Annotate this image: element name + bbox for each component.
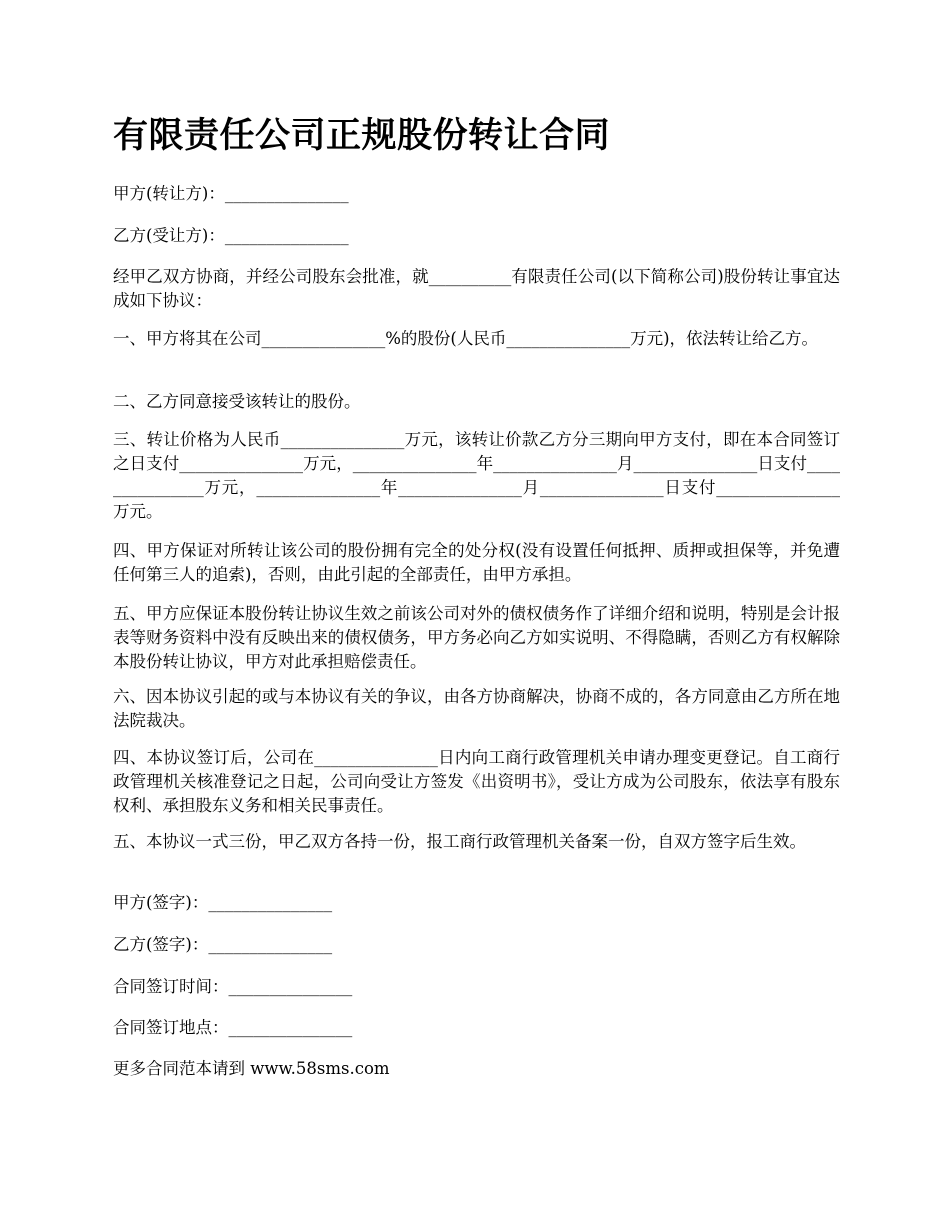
party-b-transferee: 乙方(受让方)：_______________ [113, 226, 349, 245]
clause-4-registration: 四、本协议签订后，公司在_______________日内向工商行政管理机关申请办理变更登记。自工商行政管理机关核准登记之日起，公司向受让方签发《出资明书》，受让方成为公司股东，依法享有股东权利、承担股东义务和相关民事责任。 [113, 748, 840, 815]
document-title: 有限责任公司正规股份转让合同 [113, 116, 611, 156]
signing-place: 合同签订地点：_______________ [113, 1018, 353, 1037]
signing-date: 合同签订时间：_______________ [113, 977, 353, 996]
clause-2: 二、乙方同意接受该转让的股份。 [113, 392, 361, 411]
footer-more-templates: 更多合同范本请到 www.58sms.com [113, 1059, 390, 1078]
clause-4-warranty: 四、甲方保证对所转让该公司的股份拥有完全的处分权(没有设置任何抵押、质押或担保等，并免遭任何第三人的追索)，否则，由此引起的全部责任，由甲方承担。 [113, 541, 840, 584]
party-a-signature: 甲方(签字)：_______________ [113, 893, 333, 912]
clause-3-price: 三、转让价格为人民币_______________万元，该转让价款乙方分三期向甲方支付，即在本合同签订之日支付_______________万元，_______________年_______________月_______________日支付_______________万元，_______________年_______________月_______________日支付_______________万元。 [113, 430, 840, 521]
clause-1: 一、甲方将其在公司_______________%的股份(人民币_______________万元)，依法转让给乙方。 [113, 329, 819, 348]
clause-5-debts: 五、甲方应保证本股份转让协议生效之前该公司对外的债权债务作了详细介绍和说明，特别是会计报表等财务资料中没有反映出来的债权债务，甲方务必向乙方如实说明、不得隐瞒，否则乙方有权解除本股份转让协议，甲方对此承担赔偿责任。 [113, 604, 840, 671]
preamble-paragraph: 经甲乙双方协商，并经公司股东会批准，就__________有限责任公司(以下简称公司)股份转让事宜达成如下协议： [113, 267, 840, 310]
clause-6-disputes: 六、因本协议引起的或与本协议有关的争议，由各方协商解决，协商不成的，各方同意由乙方所在地法院裁决。 [113, 687, 840, 730]
party-a-transferor: 甲方(转让方)：_______________ [113, 184, 349, 203]
party-b-signature: 乙方(签字)：_______________ [113, 935, 333, 954]
clause-5-copies: 五、本协议一式三份，甲乙双方各持一份，报工商行政管理机关备案一份，自双方签字后生效。 [113, 832, 806, 851]
